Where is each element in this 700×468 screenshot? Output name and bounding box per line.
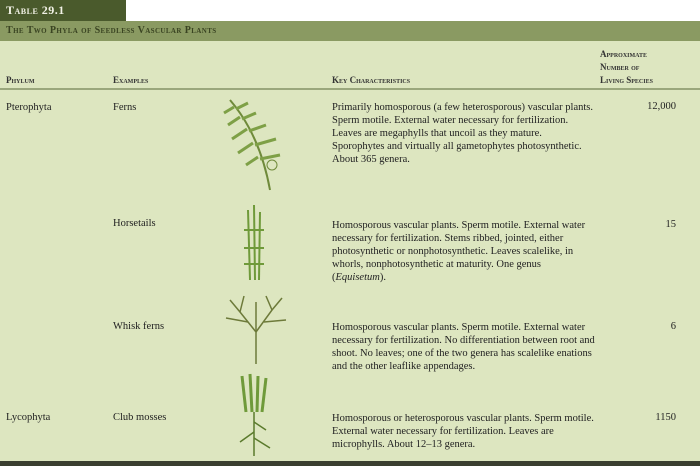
table-label: Table 29.1 bbox=[0, 0, 126, 21]
header-species bbox=[600, 48, 653, 87]
row-phylum: Lycophyta bbox=[6, 412, 51, 423]
header-species-line1: Approximate bbox=[600, 49, 648, 59]
genus-name: Equisetum bbox=[335, 272, 380, 283]
row-phylum: Pterophyta bbox=[6, 102, 52, 113]
row-species: 1150 bbox=[655, 412, 676, 423]
header-characteristics: Key Characteristics bbox=[332, 75, 411, 85]
header-species-line2: Number of bbox=[600, 62, 640, 72]
club-moss-illustration bbox=[232, 372, 277, 458]
whisk-fern-illustration bbox=[222, 292, 288, 367]
table-title: The Two Phyla of Seedless Vascular Plants bbox=[0, 21, 700, 41]
row-characteristics: Homosporous or heterosporous vascular plants. Sperm motile. External water necessary for fertilization. Leaves are microphylls. About 12–13 genera. bbox=[332, 413, 594, 450]
row-species: 15 bbox=[665, 219, 676, 230]
row-example: Whisk ferns bbox=[113, 321, 165, 332]
row-example: Club mosses bbox=[113, 412, 167, 423]
table-bottom-rule bbox=[0, 461, 700, 466]
header-examples: Examples bbox=[113, 75, 149, 85]
horsetail-illustration bbox=[238, 200, 273, 282]
characteristics-text-end: ). bbox=[379, 272, 386, 283]
row-characteristics bbox=[332, 219, 597, 284]
row-species: 12,000 bbox=[647, 101, 676, 112]
characteristics-text: Homosporous vascular plants. Sperm motile. External water necessary for fertilization. Stems ribbed, jointed, either photosynthetic or nonphotosynthetic. Leaves scalelike, in whorls, nonphotosynthetic at maturity. One genus ( bbox=[332, 220, 586, 283]
header-phylum: Phylum bbox=[6, 75, 35, 85]
header-divider bbox=[0, 88, 700, 90]
header-species-line3: Living Species bbox=[600, 75, 653, 85]
row-example: Ferns bbox=[113, 102, 137, 113]
row-characteristics: Homosporous vascular plants. Sperm motile. External water necessary for fertilization. No differentiation between root and shoot. No leaves; one of the two genera has scalelike enations and the other leaflike appendages. bbox=[332, 322, 595, 372]
row-example: Horsetails bbox=[113, 218, 156, 229]
row-characteristics: Primarily homosporous (a few heterosporous) vascular plants. Sperm motile. External water necessary for fertilization. Leaves are megaphylls that uncoil as they mature. Sporophytes and virtually all gametophytes photosynthetic. About 365 genera. bbox=[332, 102, 593, 165]
row-species: 6 bbox=[670, 321, 676, 332]
fern-illustration bbox=[220, 95, 290, 195]
